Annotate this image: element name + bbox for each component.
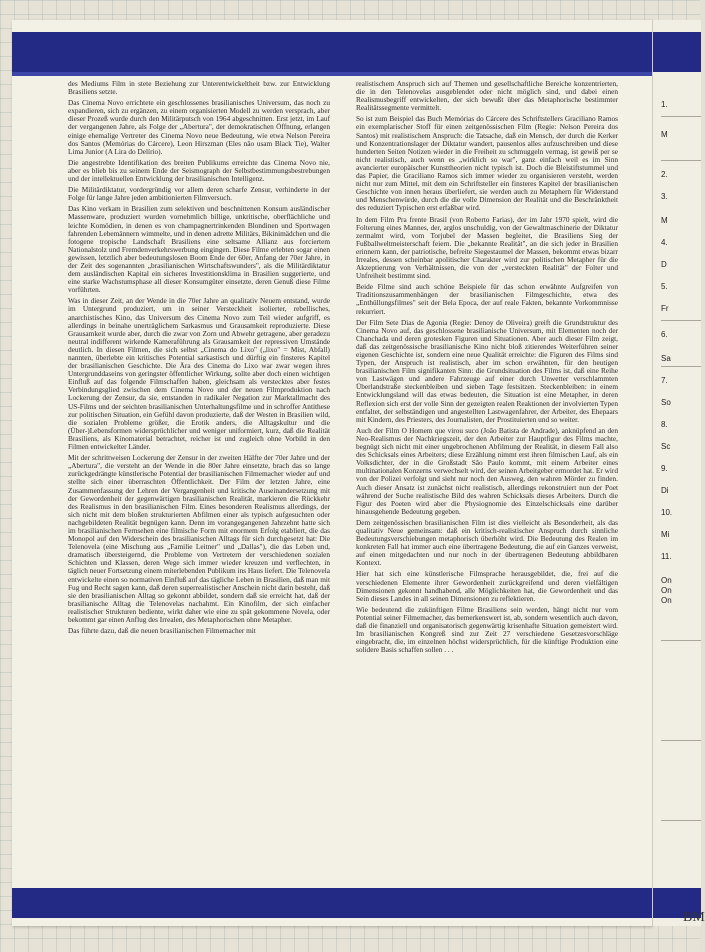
paragraph: des Mediums Film in stete Beziehung zur Unterentwickeltheit bzw. zur Entwicklung Brasiliens setzte. xyxy=(68,79,330,97)
fold-margin-item: Fr xyxy=(661,304,669,313)
fold-margin-item: 11. xyxy=(661,552,672,561)
fold-margin-item: M xyxy=(661,216,668,225)
bottom-blue-band xyxy=(12,888,652,918)
fold-margin-item: 5. xyxy=(661,282,668,291)
paragraph: Der Film Sete Dias de Agonia (Regie: Denoy de Oliveira) greift die Grundstruktur des Cinema Novo auf, das geschlossene brasilianische Universum, mit Elementen noch der Chanchada und deren grotesken Figuren und Situationen. Aber auch dieser Film zeigt, daß das zeitgenössische brasilianische Kino nicht bloß zitierendes Weiterführen seiner eigenen Geschichte ist, sondern eine neue Qualität erreichte: die Figuren des Films sind Typen, der Anspruch ist realistisch, aber im schon erwähnten, für den heutigen brasilianischen Film signifikanten Sinn: die Grundsituation des Films ist, daß eine Reihe von Lastwägen und andere Fahrzeuge auf einer durch Unwetter verschlammten Überlandstraße steckenbleiben und sieben Tage festsitzen. Steckenbleiben: in einem Entwicklungsland will das etwas bedeuten, die Situation ist eine Metapher, in deren Reflexion sich erst der volle Sinn der gezeigten realen Reaktionen der involvierten Typen entfaltet, der selbständigen und angestellten Lastwagenfahrer, der Arbeiter, des Ehepaars mit Kindern, des Priesters, des Journalisten, der Prostituierten und so weiter. xyxy=(356,317,618,424)
paragraph: Beide Filme sind auch schöne Beispiele für das schon erwähnte Aufgreifen von Traditionszusammenhängen der brasilianischen Filmgeschichte, etwa des „Enthüllungsfilmes" seit der Bela Epoca, der auf reale Fakten, bekannte Vorkommnisse rekurriert. xyxy=(356,282,618,316)
fold-rule-line xyxy=(661,320,701,321)
fold-margin-item: On xyxy=(661,596,672,605)
top-blue-band xyxy=(12,32,652,72)
right-text-column xyxy=(356,80,618,892)
top-band-edge xyxy=(12,72,652,76)
paragraph: Die Militärdiktatur, vordergründig vor allem deren scharfe Zensur, verhinderte in der Folge für lange Jahre jeden ambitionierten Filmversuch. xyxy=(68,185,330,203)
paragraph: So ist zum Beispiel das Buch Memórias do Cárcere des Schriftstellers Graciliano Ramos ein exemplarischer Stoff für einen zeitgenössischen Film (Regie: Nelson Pereira dos Santos) mit realistischem Anspruch: die Tatsache, daß ein Mensch, der durch die Kerker und Konzentrationslager der Diktatur wandert, pausenlos alles aufzuschreiben und diese hunderten Seiten Notizen wieder in die Freiheit zu schmuggeln vermag, ist gewiß per se nicht realistisch, auch wenn es „wirklich so war", ganz einfach weil es im Sinn avancierter europäischer Kunsttheorien nicht typisch ist. Doch die Bleistiftstummel und das Papier, die Graciliano Ramos sich immer wieder zu organisieren versteht, werden nicht nur zum Mittel, mit dem ein Schriftsteller ein finsteres Kapitel der brasilianischen Geschichte von innen heraus überliefert, sie werden auch zu Metaphern für Widerstand und Menschenwürde, durch die die volle Dimension der Realität und die Beschränktheit des reduziert Typischen erst erfaßbar wird. xyxy=(356,114,618,213)
fold-margin-item: 6. xyxy=(661,330,668,339)
fold-rule-line xyxy=(661,366,701,367)
fold-margin-item: 4. xyxy=(661,238,668,247)
fold-rule-line xyxy=(661,640,701,641)
fold-margin-item: 8. xyxy=(661,420,668,429)
paragraph: Dem zeitgenössischen brasilianischen Film ist dies vielleicht als Besonderheit, als das qualitativ Neue gemeinsam: daß ein kritisch-realistischer Anspruch durch sinnliche Bedeutungsverschiebungen metaphorisch überhöht wird. Die Bedeutung des Realen im konkreten Fall hat immer auch eine übertragene Bedeutung, die auf ein Ganzes verweist, auf einen mitgedachten und nur noch in der übertragenen Bedeutung abbildbaren Kontext. xyxy=(356,517,618,568)
paragraph: Auch der Film O Homem que virou suco (João Batista de Andrade), anknüpfend an den Neo-Realismus der Nachkriegszeit, der den Arbeiter zur Hauptfigur des Films machte, begnügt sich nicht mit einer ungebrochenen Abfilmung der Realität, in diesem Fall also des Schicksals eines Arbeiters; diese Erzählung nimmt erst ihren filmischen Lauf, als ein Volksdichter, der in die Großstadt São Paulo kommt, mit einem Arbeiter eines multinationalen Konzerns verwechselt wird, der seinen Arbeitgeber ermordet hat. Er wird von der Polizei verfolgt und sieht nur noch den Ausweg, den wahren Mörder zu finden. Auch dieser Ansatz ist zunächst nicht realistisch, allerdings rekonstruiert nun der Poet während der Suche realistische Bild des wahren Schicksals dieses Arbeiters. Durch die Figur des Poeten wird aber die Physiognomie des Einzelschicksals eine darüber hinausgehende Bedeutung gegeben. xyxy=(356,425,618,516)
fold-margin-item: So xyxy=(661,398,671,407)
fold-margin-item: Mi xyxy=(661,530,670,539)
paragraph: Hier hat sich eine künstlerische Filmsprache herausgebildet, die, frei auf die verschiedenen Elemente ihrer Gewordenheit zurückgreifend und deren vielfältigen Dimensionen gekonnt handhabend, alle Möglichkeiten hat, die Gewordenheit und das Sein dieses Landes in all seinen Dimensionen zu reflektieren. xyxy=(356,569,618,603)
paragraph: Was in dieser Zeit, an der Wende in die 70er Jahre an qualitativ Neuem entstand, wurde im Untergrund produziert, um in seiner Versteckheit isolierter, rebellisches, anarchistisches Kino, das Universum des Cinema Novo zum Teil wieder aufgriff, es allerdings in beinahe unerträglichem Sarkasmus und Grausamkeit reproduzierte. Diese Grausamkeit wurde aber, durch die zwar von Zorn und Abwehr getragene, aber geradezu neutral indifferent wirkende Kameraführung als Grausamkeit der repressiven Umstände deutlich. In diesen Filmen, die sich selbst „Cinema do Lixo" („lixo" = Mist, Abfall) nannten, überlebte ein kritisches Potential sarkastisch und dürftig ein finsteres Kapitel der brasilianischen Geschichte. Die Ära des Cinema do Lixo war zwar wegen ihres Untergrunddaseins von geringster öffentlicher Wirkung, sollte aber doch einen wichtigen Einfluß auf das folgende Filmschaffen haben, gleichsam als verstecktes aber festes Verbindungsglied zwischen dem Cinema Novo und der neuen Filmproduktion nach Lockerung der Zensur, da sie, entstanden in radikaler Negation zur Marktallmacht des US-Films und der seichten brasilianischen Unterhaltungsfilme und in schroffer Antithese zur politischen Situation, ein Gefühl davon produzierte, daß der Westen in Brasilien wild, die sozialen Probleme größer, die Erotik anders, die Alltagskultur und die (Über-)Lebensformen widersprüchlicher und weniger uniformiert, kurz, daß die Realität Brasiliens, als Kinomaterial betrachtet, reicher ist und zugleich ohne Vorbild in den Filmen entwickelter Länder. xyxy=(68,296,330,452)
fold-top-band xyxy=(653,32,701,72)
paragraph: Das Kino verkam in Brasilien zum selektiven und beschnittenen Konsum ausländischer Massenware, produziert wurden vornehmlich billige, unkritische, oberflächliche und leichte Komödien, in denen es von champagnertrinkenden Blondinen und Sportwagen fahrenden Lebemännern wimmelte, und in denen adrette Militärs, Bikinimädchen und die fotogene tropische Landschaft Brasiliens eine seltsame Allianz aus forciertem Nationalstolz und Fremdenverkehrswerbung eingingen. Diese Filme erlebten sogar einen gewissen, letztlich aber bedeutungslosen Boom Ende der 60er, Anfang der 70er Jahre, in der Zeit des sogenannten „brasilianischen Wirtschaftswunders", als die Militärdiktatur dem ausländischen Kapital ein sicheres Investitionsklima in Brasilien suggerierte, und eine starke Wachstumsphase all dieser Konsumgüter einsetzte, deren Genuß diese Filme vorführten. xyxy=(68,204,330,295)
fold-rule-line xyxy=(661,820,701,821)
fold-margin-item: 9. xyxy=(661,464,668,473)
fold-rule-line xyxy=(661,116,701,117)
paragraph: In dem Film Pra frente Brasil (von Roberto Farias), der im Jahr 1970 spielt, wird die Folterung eines Mannes, der, arglos unschuldig, von der Gewaltmaschinerie der Diktatur zermalmt wird, vom Torjubel der Massen begleitet, die Brasiliens Sieg der Fußballweltmeisterschaft feiern. Die „bekannte Realität", an die sich jeder in Brasilien erinnern kann, der patriotische, befreite Siegestaumel der Massen, bekommt etwas bizarr Irreales, dessen scheinbar apolitischer Charakter wird zur politischen Metapher für die Akzeptierung von Verhältnissen, die von der „versteckten Realität" der Folter und Unfreiheit bestimmt sind. xyxy=(356,214,618,281)
paragraph: Das Cinema Novo errichtete ein geschlossenes brasilianisches Universum, das noch zu expandieren, sich zu ergänzen, zu einem organisierten Modell zu werden versprach, aber dieser Prozeß wurde durch den Militärputsch von 1964 abgeschnitten. Erst jetzt, im Lauf der vergangenen Jahre, als Folge der „Abertura", der demokratischen Öffnung, erlangen einige ehemalige Vertreter des Cinema Novo neue Bedeutung, wie etwa Nelson Pereira dos Santos (Memórias do Cárcere), Leon Hirszman (Eles não usam Black Tie), Walter Lima Junior (A Lira do Delírio). xyxy=(68,98,330,156)
fold-margin-item: 7. xyxy=(661,376,668,385)
fold-margin-item: Sc xyxy=(661,442,671,451)
fold-margin-item: 3. xyxy=(661,192,668,201)
fold-margin-item: 1. xyxy=(661,100,668,109)
paragraph: Das führte dazu, daß die neuen brasilianischen Filmemacher mit xyxy=(68,626,256,636)
fold-margin-item: Sa xyxy=(661,354,671,363)
fold-margin-item: D xyxy=(661,260,667,269)
fold-footer-logo: BM xyxy=(683,910,705,925)
paragraph: realistischem Anspruch sich auf Themen und gesellschaftliche Bereiche konzentrierten, die in den Telenovelas ausgeblendet oder nicht möglich sind, und dabei einen Realismusbegriff entwickelten, der sich bewußt über das Metaphorische bestimmter Realitätssegmente vermittelt. xyxy=(356,79,618,113)
fold-margin-item: On xyxy=(661,586,672,595)
paragraph: Wie bedeutend die zukünftigen Filme Brasiliens sein werden, hängt nicht nur vom Potential seiner Filmemacher, das bemerkenswert ist, ab, sondern wesentlich auch davon, daß die finanziell und organisatorisch gegenwärtig krisenhafte Situation gemeistert wird. Im brasilianischen Kongreß sind zur Zeit 27 verschiedene Gesetzesvorschläge eingebracht, die, im einzelnen höchst widersprüchlich, für die künftige Produktion eine solidere Basis schaffen sollen . . . xyxy=(356,604,618,655)
fold-rule-line xyxy=(661,740,701,741)
fold-margin-item: M xyxy=(661,130,668,139)
fold-margin-item: 10. xyxy=(661,508,673,517)
paragraph: Die angestrebte Identifikation des breiten Publikums erreichte das Cinema Novo nie, aber es blieb bis zu seinem Ende der Seismograph der Selbstbestimmungsbestrebungen und der intellektuellen Entwicklung der brasilianischen Intelligenz. xyxy=(68,157,330,184)
fold-rule-line xyxy=(661,160,701,161)
fold-margin-item: Di xyxy=(661,486,669,495)
left-text-column xyxy=(68,80,330,892)
document-page xyxy=(12,20,652,926)
paragraph: Mit der schrittweisen Lockerung der Zensur in der zweiten Hälfte der 70er Jahre und der „Abertura", die versteht an der Wende in die 80er Jahre einsetzte, brach das so lange zurückgedrängte künstlerische Potential der brasilianischen Filmemacher wieder auf und stellte sich einer überraschten Öffentlichkeit. Der Film der letzten Jahre, eine Zusammenfassung der Lehren der Vergangenheit und kritische Auseinandersetzung mit der Gewordenheit der gegenwärtigen brasilianischen Realität, markieren die Rückkehr des Realismus in den brasilianischen Film. Eines besonderen Realismus allerdings, der sich nicht mit dem bloßen strukturierten Abfilmen einer als typisch aufgesuchten oder nachgebildeten Realität begnügen kann. Denn im vorangegangenen Jahrzehnt hatte sich im brasilianischen Fernsehen eine filmische Form mit enormem Erfolg etabliert, die das Monopol auf den Widerschein des brasilianischen Alltags für sich durchgesetzt hat: Die Telenovela (eine Mischung aus „Familie Leitner" und „Dallas"), die das Leben und, dramatisch übersteigernd, die Probleme von Vertretern der verschiedenen sozialen Schichten und Klassen, deren Wege sich immer wieder kreuzen und verflechten, in täglich neuer Fortsetzung einem miterlebenden Publikum ins Haus liefert. Die Telenovela entwickelte einen so normativen Einfluß auf das tägliche Leben in Brasilien, daß man mit Fug und Recht sagen kann, daß deren superrealistischer Anschein nicht darin besteht, daß sie den brasilianischen Alltag so gekonnt abbildet, sondern daß sie erreicht hat, daß der brasilianische Alltag die Telenovelas nachahmt. Ein Kinofilm, der sich einfacher realistischer Strukturen bediente, wirkt daher wie eine zu spät gekommene Novela, oder bekommt gar einen Anflug des Irrealen, des Metaphorischen ohne Metapher. xyxy=(68,453,330,624)
fold-margin-item: On xyxy=(661,576,672,585)
folded-page-edge xyxy=(652,20,705,926)
fold-margin-item: 2. xyxy=(661,170,668,179)
